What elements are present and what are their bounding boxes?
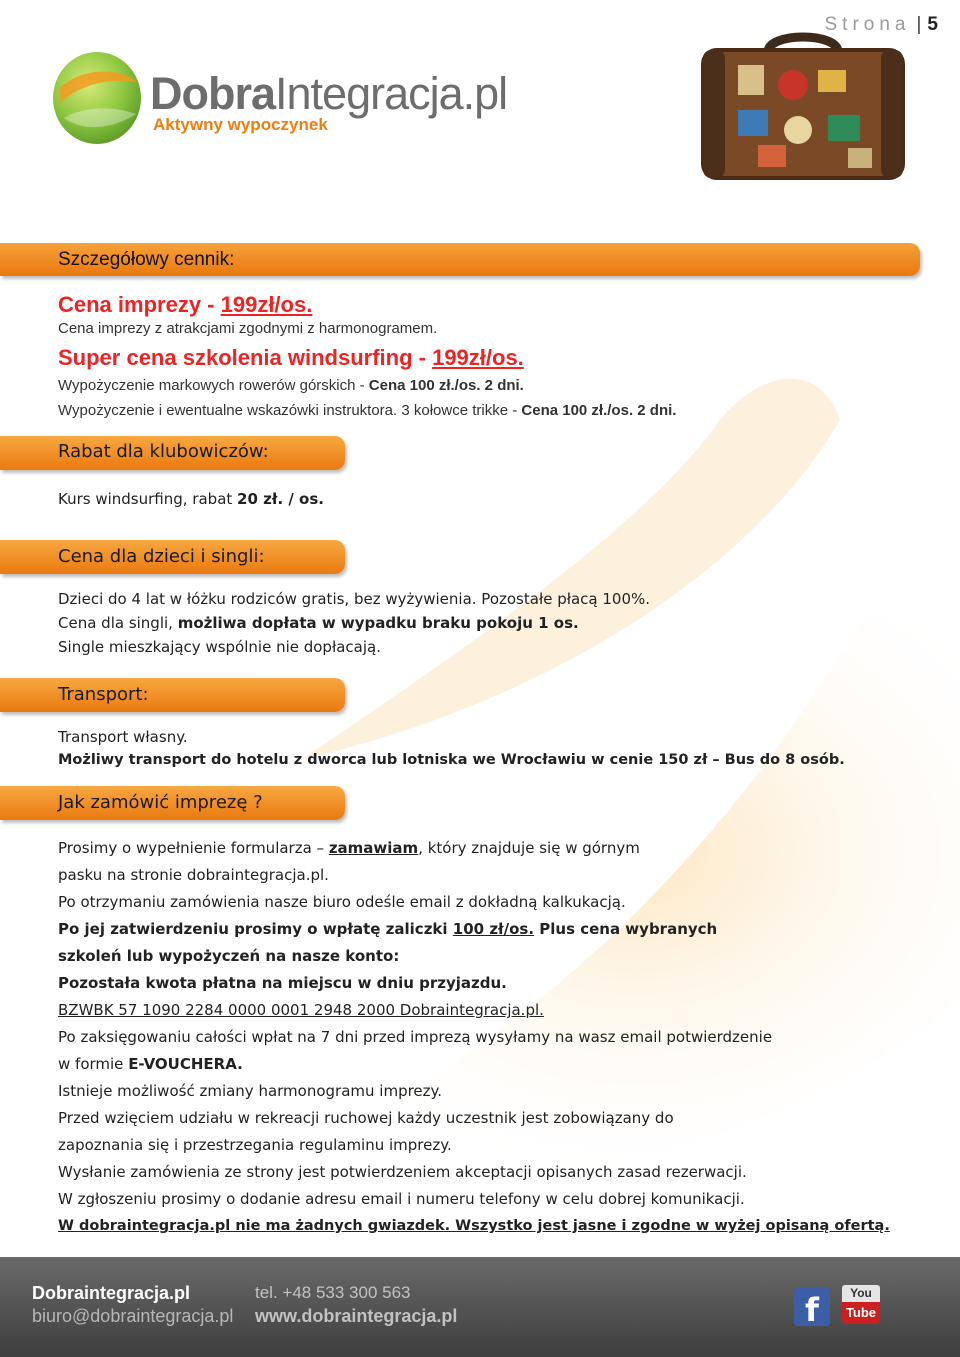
footer-email[interactable]: biuro@dobraintegracja.pl: [32, 1306, 234, 1326]
page-number: Strona | 5: [824, 14, 938, 35]
kids-line-3: Single mieszkający wspólnie nie dopłacają.: [58, 638, 381, 656]
price-note: Cena imprezy z atrakcjami zgodnymi z harmonogramem.: [58, 320, 438, 337]
transport-line-1: Transport własny.: [58, 728, 188, 746]
order-title: Jak zamówić imprezę ?: [58, 792, 263, 813]
order-line-14: W zgłoszeniu prosimy o dodanie adresu email i numeru telefony w celu dobrej komunikacji.: [58, 1190, 745, 1208]
facebook-icon[interactable]: f: [794, 1288, 830, 1326]
club-discount-text: Kurs windsurfing, rabat 20 zł. / os.: [58, 490, 324, 508]
footer: [0, 1257, 960, 1357]
bike-rental: Wypożyczenie markowych rowerów górskich - Cena 100 zł./os. 2 dni.: [58, 377, 524, 394]
transport-bar: [0, 678, 345, 712]
transport-title: Transport:: [58, 684, 149, 705]
order-link-zamawiam[interactable]: zamawiam: [328, 839, 419, 857]
order-line-8: Po zaksięgowaniu całości wpłat na 7 dni przed imprezą wysyłamy na wasz email potwierdzenie: [58, 1028, 773, 1046]
order-line-12: zapoznania się i przestrzegania regulaminu imprezy.: [58, 1136, 452, 1154]
logo-sphere-icon: [50, 48, 145, 148]
super-price-heading: Super cena szkolenia windsurfing - 199zł/os.: [58, 345, 524, 370]
footer-phone: tel. +48 533 300 563: [255, 1283, 411, 1302]
no-asterisks-note: W dobraintegracja.pl nie ma żadnych gwiazdek. Wszystko jest jasne i zgodne w wyżej opisaną ofertą.: [58, 1218, 890, 1234]
kids-line-1: Dzieci do 4 lat w łóżku rodziców gratis, bez wyżywienia. Pozostałe płacą 100%.: [58, 590, 651, 608]
order-line-4: Po jej zatwierdzeniu prosimy o wpłatę zaliczki 100 zł/os. Plus cena wybranych: [58, 920, 718, 938]
kids-line-2: Cena dla singli, możliwa dopłata w wypadku braku pokoju 1 os.: [58, 614, 579, 632]
order-line-9: w formie E-VOUCHERA.: [58, 1055, 243, 1073]
footer-website[interactable]: www.dobraintegracja.pl: [255, 1306, 458, 1326]
logo: [50, 48, 530, 158]
order-line-3: Po otrzymaniu zamówienia nasze biuro odeśle email z dokładną kalkukacją.: [58, 893, 626, 911]
price-heading: Cena imprezy - 199zł/os.: [58, 292, 313, 317]
order-line-13: Wysłanie zamówienia ze strony jest potwierdzeniem akceptacji opisanych zasad rezerwacji.: [58, 1163, 747, 1181]
footer-company: Dobraintegracja.pl: [32, 1283, 191, 1303]
suitcase-icon: [698, 30, 908, 185]
youtube-icon[interactable]: You Tube: [842, 1285, 880, 1327]
logo-tagline: Aktywny wypoczynek: [153, 115, 328, 134]
trikke-rental: Wypożyczenie i ewentualne wskazówki instruktora. 3 kołowce trikke - Cena 100 zł./os. 2 dni.: [58, 402, 677, 419]
order-line-2: pasku na stronie dobraintegracja.pl.: [58, 866, 329, 884]
order-line-11: Przed wzięciem udziału w rekreacji ruchowej każdy uczestnik jest zobowiązany do: [58, 1109, 674, 1127]
bank-account: BZWBK 57 1090 2284 0000 0001 2948 2000 Dobraintegracja.pl.: [58, 1001, 544, 1019]
kids-title: Cena dla dzieci i singli:: [58, 546, 265, 567]
order-line-10: Istnieje możliwość zmiany harmonogramu imprezy.: [58, 1082, 443, 1100]
order-line-1: Prosimy o wypełnienie formularza – zamawiam, który znajduje się w górnym: [58, 839, 640, 857]
logo-text: DobraIntegracja.pl: [150, 68, 508, 119]
transport-line-2: Możliwy transport do hotelu z dworca lub lotniska we Wrocławiu w cenie 150 zł – Bus do 8 osób.: [58, 752, 845, 768]
order-line-6: Pozostała kwota płatna na miejscu w dniu przyjazdu.: [58, 974, 507, 992]
club-discount-title: Rabat dla klubowiczów:: [58, 441, 269, 462]
pricing-title: Szczegółowy cennik:: [58, 249, 235, 270]
order-line-5: szkoleń lub wypożyczeń na nasze konto:: [58, 947, 400, 965]
